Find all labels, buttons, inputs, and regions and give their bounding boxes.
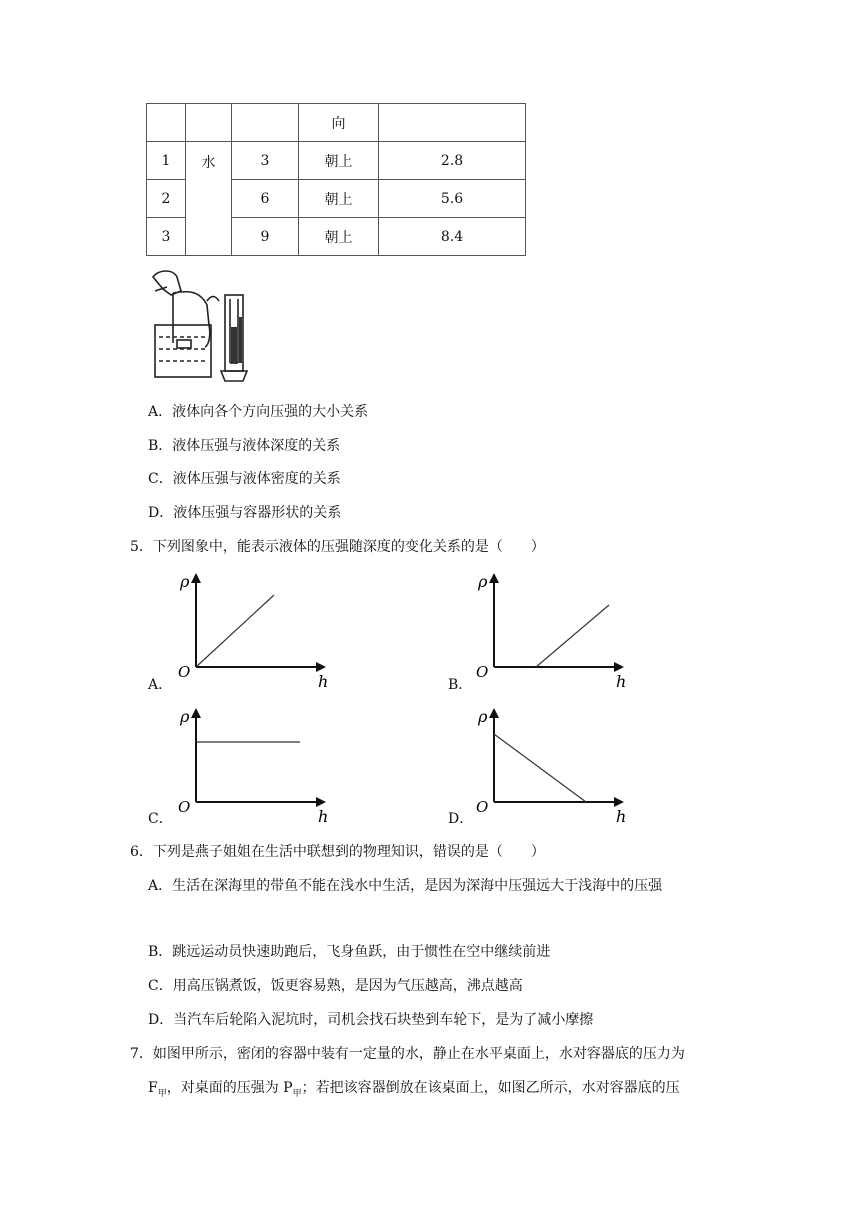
x-axis-label: h: [616, 672, 627, 690]
table-cell: 朝上: [299, 218, 379, 256]
graph-b-label: B．: [448, 677, 473, 693]
q4-option-a: A．液体向各个方向压强的大小关系: [148, 404, 369, 420]
q7-question-line1: 7．如图甲所示，密闭的容器中装有一定量的水，静止在水平桌面上，水对容器底的压力为: [130, 1046, 685, 1062]
table-cell: 5.6: [379, 180, 526, 218]
x-axis-label: h: [318, 672, 329, 690]
graph-a-label: A．: [148, 677, 173, 693]
q7-subscript: 甲: [292, 1088, 302, 1099]
table-cell: 6: [232, 180, 299, 218]
q7-question-line2: [148, 1079, 680, 1103]
table-cell: 朝上: [299, 180, 379, 218]
pressure-gauge-apparatus-image: [145, 265, 250, 385]
graph-d-label: D．: [448, 811, 474, 827]
graph-d: [466, 700, 636, 825]
origin-label: O: [178, 798, 191, 816]
table-cell: 向: [299, 104, 379, 142]
y-axis-label: ρ: [180, 572, 190, 591]
table-cell: 3: [147, 218, 186, 256]
q4-option-c: C．液体压强与液体密度的关系: [148, 471, 341, 487]
q7-text: F: [148, 1080, 158, 1096]
table-cell: 水: [186, 142, 232, 256]
table-cell: [147, 104, 186, 142]
q6-question: 6．下列是燕子姐姐在生活中联想到的物理知识，错误的是（ ）: [130, 844, 545, 860]
q7-text: ；若把该容器倒放在该桌面上，如图乙所示，水对容器底的压: [301, 1080, 680, 1096]
graph-c: [168, 700, 338, 825]
origin-label: O: [476, 663, 489, 681]
q4-option-d: D．液体压强与容器形状的关系: [148, 505, 342, 521]
table-cell: [232, 104, 299, 142]
table-cell: 2.8: [379, 142, 526, 180]
y-axis-label: ρ: [478, 707, 488, 726]
origin-label: O: [178, 663, 191, 681]
data-table: [146, 103, 526, 256]
table-header-row: [147, 104, 526, 142]
q4-option-b: B．液体压强与液体深度的关系: [148, 438, 341, 454]
q6-option-c: C．用高压锅煮饭，饭更容易熟，是因为气压越高，沸点越高: [148, 978, 523, 994]
q7-text: ，对桌面的压强为 P: [166, 1080, 293, 1096]
table-cell: 8.4: [379, 218, 526, 256]
y-axis-label: ρ: [478, 572, 488, 591]
y-axis-label: ρ: [180, 707, 190, 726]
table-cell: [186, 104, 232, 142]
table-cell: [379, 104, 526, 142]
graph-b: [466, 565, 636, 690]
table-cell: 1: [147, 142, 186, 180]
table-cell: 朝上: [299, 142, 379, 180]
table-row: [147, 142, 526, 180]
x-axis-label: h: [318, 807, 329, 825]
q6-option-a: A．生活在深海里的带鱼不能在浅水中生活，是因为深海中压强远大于浅海中的压强: [148, 878, 663, 894]
x-axis-label: h: [616, 807, 627, 825]
q6-option-d: D．当汽车后轮陷入泥坑时，司机会找石块垫到车轮下，是为了减小摩擦: [148, 1012, 594, 1028]
graph-c-label: C．: [148, 811, 173, 827]
graph-a: [168, 565, 338, 690]
q5-question: 5．下列图象中，能表示液体的压强随深度的变化关系的是（ ）: [130, 539, 545, 555]
table-cell: 9: [232, 218, 299, 256]
table-cell: 2: [147, 180, 186, 218]
q6-option-b: B．跳远运动员快速助跑后，飞身鱼跃，由于惯性在空中继续前进: [148, 944, 551, 960]
table-cell: 3: [232, 142, 299, 180]
origin-label: O: [476, 798, 489, 816]
q7-subscript: 甲: [157, 1088, 167, 1099]
